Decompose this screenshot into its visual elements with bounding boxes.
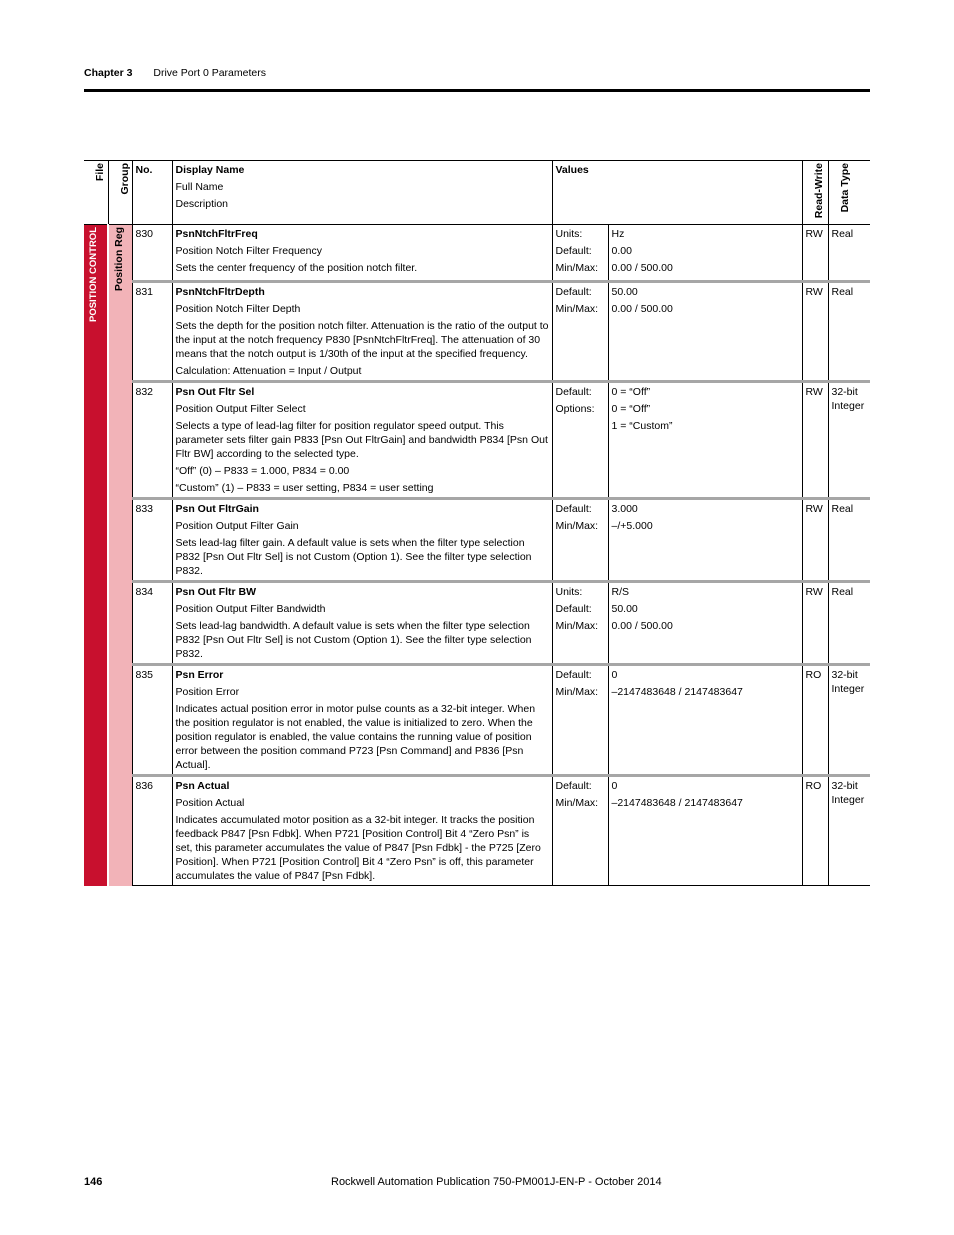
full-name: Position Error xyxy=(175,686,240,699)
full-name: Position Output Filter Bandwidth xyxy=(175,603,326,616)
value-values-cell xyxy=(608,582,802,665)
read-write: RW xyxy=(802,225,828,282)
value-label: Min/Max: xyxy=(555,686,599,699)
col-data-type: Data Type xyxy=(828,161,870,225)
col-no: No. xyxy=(132,161,172,225)
value-value: 0.00 / 500.00 xyxy=(611,303,673,316)
value-value: 0 = “Off” xyxy=(611,403,651,416)
parameter-row xyxy=(84,665,870,776)
parameter-row xyxy=(84,582,870,665)
description: Sets the center frequency of the position notch filter. xyxy=(175,262,418,275)
page-number: 146 xyxy=(84,1176,103,1188)
description: Sets lead-lag bandwidth. A default value is sets when the filter type selection P832 [Psn Out Fltr Sel] is not Custom (Option 1). See the filter type selection P832. xyxy=(175,620,532,661)
data-type: Real xyxy=(828,499,870,582)
param-name-cell xyxy=(172,665,552,776)
value-value: –2147483648 / 2147483647 xyxy=(611,797,743,810)
value-value: 0 xyxy=(611,780,618,793)
value-label: Default: xyxy=(555,245,592,258)
value-label: Default: xyxy=(555,286,592,299)
description-note: Calculation: Attenuation = Input / Output xyxy=(175,365,362,378)
value-values-cell xyxy=(608,382,802,499)
parameter-table xyxy=(84,160,870,886)
value-value: 1 = “Custom” xyxy=(611,420,673,433)
value-label: Options: xyxy=(555,403,595,416)
value-value: 3.000 xyxy=(611,503,638,516)
display-name: Psn Out Fltr Sel xyxy=(175,386,255,399)
value-label: Default: xyxy=(555,503,592,516)
value-label: Min/Max: xyxy=(555,520,599,533)
col-display-name: Display Name Full Name Description xyxy=(172,161,552,225)
display-name: Psn Error xyxy=(175,669,224,682)
data-type: Real xyxy=(828,582,870,665)
value-value: 0.00 xyxy=(611,245,632,258)
param-name-cell xyxy=(172,499,552,582)
display-name: PsnNtchFltrDepth xyxy=(175,286,265,299)
col-file: File xyxy=(84,161,108,225)
data-type: 32-bit Integer xyxy=(828,382,870,499)
description: Sets lead-lag filter gain. A default value is sets when the filter type selection P832 [Psn Out Fltr Sel] is not Custom (Option 1). See the filter type selection P832. xyxy=(175,537,532,578)
description-note: “Custom” (1) – P833 = user setting, P834 = user setting xyxy=(175,482,434,495)
full-name: Position Output Filter Select xyxy=(175,403,306,416)
data-type: 32-bit Integer xyxy=(828,776,870,886)
value-label: Default: xyxy=(555,603,592,616)
chapter-title: Drive Port 0 Parameters xyxy=(153,67,266,79)
full-name: Position Notch Filter Frequency xyxy=(175,245,322,258)
value-label: Min/Max: xyxy=(555,303,599,316)
value-value: –/+5.000 xyxy=(611,520,653,533)
table-header-row xyxy=(84,161,870,225)
read-write: RW xyxy=(802,382,828,499)
publication-info: Rockwell Automation Publication 750-PM001J-EN-P - October 2014 xyxy=(331,1176,662,1188)
param-number: 832 xyxy=(132,382,172,499)
value-labels-cell xyxy=(552,499,608,582)
param-number: 835 xyxy=(132,665,172,776)
value-value: 0 xyxy=(611,669,618,682)
value-labels-cell xyxy=(552,582,608,665)
value-label: Default: xyxy=(555,669,592,682)
group-cell xyxy=(108,225,132,886)
col-read-write: Read-Write xyxy=(802,161,828,225)
read-write: RO xyxy=(802,776,828,886)
value-labels-cell xyxy=(552,225,608,282)
value-label: Units: xyxy=(555,586,583,599)
chapter-label: Chapter 3 xyxy=(84,67,133,79)
display-name: Psn Actual xyxy=(175,780,230,793)
value-label: Default: xyxy=(555,386,592,399)
param-name-cell xyxy=(172,382,552,499)
value-value: 0 = “Off” xyxy=(611,386,651,399)
param-number: 833 xyxy=(132,499,172,582)
value-value: 0.00 / 500.00 xyxy=(611,262,673,275)
value-values-cell xyxy=(608,225,802,282)
value-labels-cell xyxy=(552,776,608,886)
value-label: Min/Max: xyxy=(555,262,599,275)
value-label: Min/Max: xyxy=(555,797,599,810)
description-note: “Off” (0) – P833 = 1.000, P834 = 0.00 xyxy=(175,465,350,478)
display-name: Psn Out Fltr BW xyxy=(175,586,256,599)
param-name-cell xyxy=(172,582,552,665)
param-name-cell xyxy=(172,282,552,382)
value-value: R/S xyxy=(611,586,630,599)
description: Indicates actual position error in motor pulse counts as a 32-bit integer. When the position regulator is not enabled, the value is initialized to zero. When the position regulator is enabled, the value contains the running value of position error between the position command P723 [Psn Command] and P836 [Psn Actual]. xyxy=(175,703,536,772)
file-cell xyxy=(84,225,108,886)
value-label: Default: xyxy=(555,780,592,793)
value-labels-cell xyxy=(552,382,608,499)
param-number: 830 xyxy=(132,225,172,282)
param-number: 834 xyxy=(132,582,172,665)
data-type: Real xyxy=(828,282,870,382)
data-type: 32-bit Integer xyxy=(828,665,870,776)
display-name: PsnNtchFltrFreq xyxy=(175,228,258,241)
full-name: Position Actual xyxy=(175,797,245,810)
value-value: 50.00 xyxy=(611,603,638,616)
parameter-row xyxy=(84,282,870,382)
value-values-cell xyxy=(608,776,802,886)
parameter-row xyxy=(84,382,870,499)
read-write: RO xyxy=(802,665,828,776)
col-values: Values xyxy=(552,161,802,225)
display-name: Psn Out FltrGain xyxy=(175,503,259,516)
value-labels-cell xyxy=(552,665,608,776)
page-header xyxy=(84,67,266,79)
param-number: 836 xyxy=(132,776,172,886)
value-values-cell xyxy=(608,282,802,382)
param-name-cell xyxy=(172,776,552,886)
value-values-cell xyxy=(608,665,802,776)
parameter-row xyxy=(84,776,870,886)
value-value: –2147483648 / 2147483647 xyxy=(611,686,743,699)
value-value: 50.00 xyxy=(611,286,638,299)
param-number: 831 xyxy=(132,282,172,382)
value-value: 0.00 / 500.00 xyxy=(611,620,673,633)
read-write: RW xyxy=(802,282,828,382)
value-label: Min/Max: xyxy=(555,620,599,633)
read-write: RW xyxy=(802,582,828,665)
description: Selects a type of lead-lag filter for position regulator speed output. This parameter sets filter gain P833 [Psn Out FltrGain] and bandwidth P834 [Psn Out Fltr BW] according to the selected type. xyxy=(175,420,548,461)
group-label: Position Reg xyxy=(113,227,125,292)
file-label: POSITION CONTROL xyxy=(88,227,99,323)
description: Indicates accumulated motor position as a 32-bit integer. It tracks the position feedback P847 [Psn Fdbk]. When P721 [Position Control] Bit 4 “Zero Psn” is set, this parameter accumulates the value of P847 [Psn Fdbk] - the P725 [Zero Position]. When P721 [Position Control] Bit 4 “Zero Psn” is off, this parameter accumulates the value of P847 [Psn Fdbk]. xyxy=(175,814,541,883)
value-labels-cell xyxy=(552,282,608,382)
header-rule xyxy=(84,89,870,92)
parameter-row xyxy=(84,499,870,582)
data-type: Real xyxy=(828,225,870,282)
description: Sets the depth for the position notch filter. Attenuation is the ratio of the output to the input at the notch frequency P830 [PsnNtchFltrFreq]. The attenuation of 30 means that the notch output is 1/30th of the input at the specified frequency. xyxy=(175,320,549,361)
full-name: Position Output Filter Gain xyxy=(175,520,299,533)
value-label xyxy=(556,419,605,433)
value-label: Units: xyxy=(555,228,583,241)
parameter-row xyxy=(84,225,870,282)
value-value: Hz xyxy=(611,228,625,241)
read-write: RW xyxy=(802,499,828,582)
param-name-cell xyxy=(172,225,552,282)
col-group: Group xyxy=(108,161,132,225)
full-name: Position Notch Filter Depth xyxy=(175,303,301,316)
value-values-cell xyxy=(608,499,802,582)
